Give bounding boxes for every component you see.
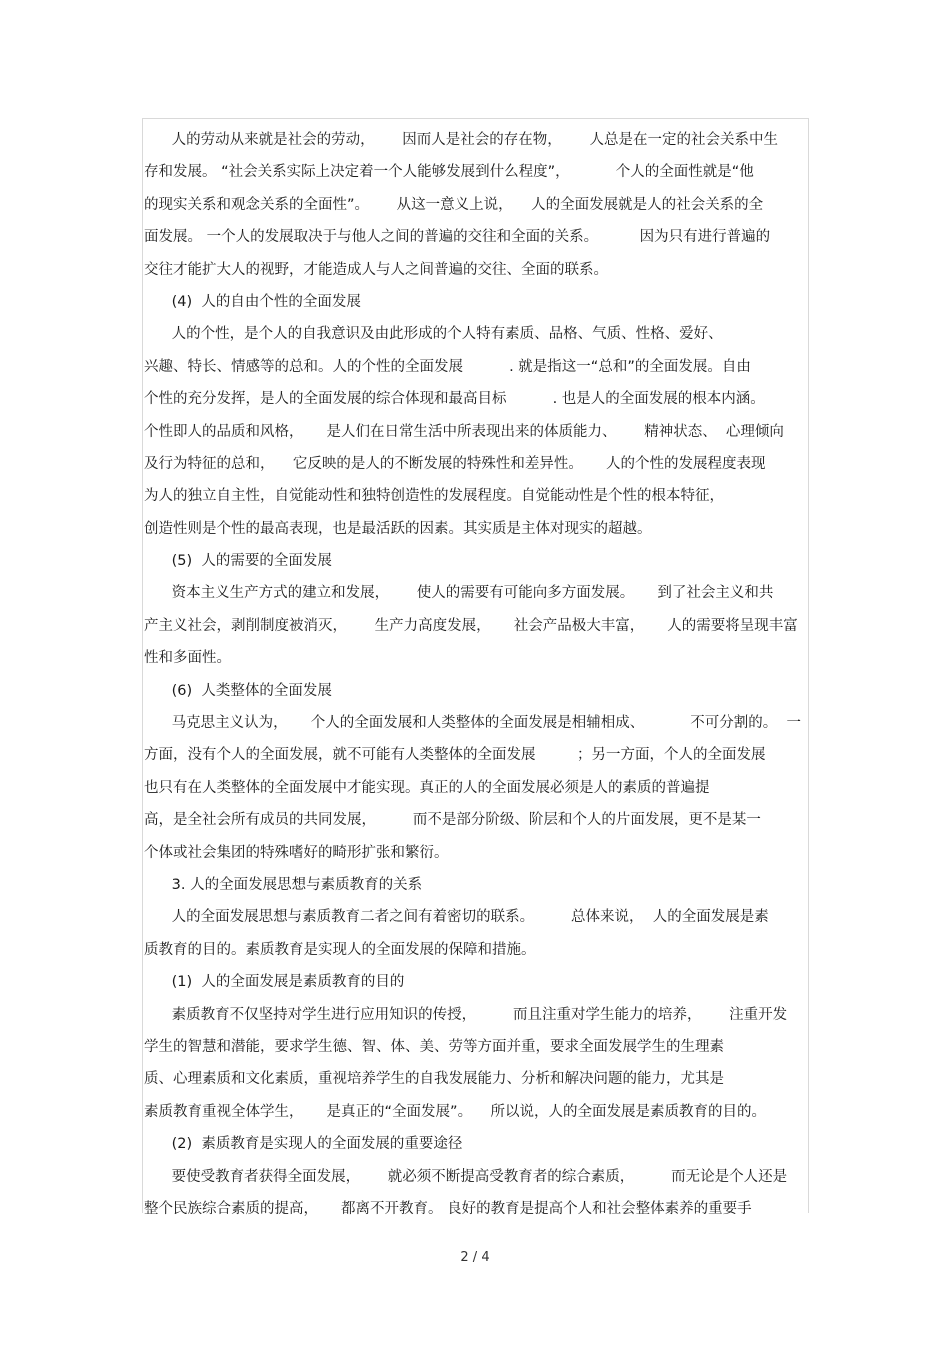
text-line: (5) 人的需要的全面发展 [144, 553, 332, 570]
text-line: 学生的智慧和潜能，要求学生德、智、体、美、劳等方面并重，要求全面发展学生的生理素 [144, 1038, 724, 1055]
text-line: 也只有在人类整体的全面发展中才能实现。真正的人的全面发展必须是人的素质的普遍提 [144, 779, 710, 796]
text-line: 个体或社会集团的特殊嗜好的畸形扩张和繁衍。 [144, 844, 449, 861]
text-line: 个性即人的品质和风格， 是人们在日常生活中所表现出来的体质能力、 精神状态、 心理倾向 [144, 423, 784, 440]
text-line: 人的劳动从来就是社会的劳动， 因而人是社会的存在物， 人总是在一定的社会关系中生 [144, 132, 778, 148]
text-line: 方面，没有个人的全面发展，就不可能有人类整体的全面发展 ；另一方面，个人的全面发展 [144, 747, 766, 764]
text-line: 为人的独立自主性，自觉能动性和独特创造性的发展程度。自觉能动性是个性的根本特征， [144, 488, 724, 505]
text-line: 产主义社会，剥削制度被消灭， 生产力高度发展， 社会产品极大丰富， 人的需要将呈现丰富 [144, 617, 798, 634]
text-line: (4) 人的自由个性的全面发展 [144, 293, 361, 310]
text-line: 质教育的目的。素质教育是实现人的全面发展的保障和措施。 [144, 941, 536, 958]
text-line: 高，是全社会所有成员的共同发展， 而不是部分阶级、阶层和个人的片面发展，更不是某一 [144, 812, 761, 829]
text-line: 质、心理素质和文化素质，重视培养学生的自我发展能力、分析和解决问题的能力，尤其是 [144, 1071, 724, 1088]
text-line: 面发展。 一个人的发展取决于与他人之间的普遍的交往和全面的关系。 因为只有进行普遍的 [144, 229, 771, 246]
text-line: 性和多面性。 [144, 650, 231, 667]
text-line: 资本主义生产方式的建立和发展， 使人的需要有可能向多方面发展。 到了社会主义和共 [144, 585, 774, 602]
text-line: 整个民族综合素质的提高， 都离不开教育。 良好的教育是提高个人和社会整体素养的重要手 [144, 1200, 752, 1217]
text-line: 人的个性，是个人的自我意识及由此形成的个人特有素质、品格、气质、性格、爱好、 [144, 326, 723, 343]
text-line: 的现实关系和观念关系的全面性”。 从这一意义上说， 人的全面发展就是人的社会关系的全 [144, 196, 764, 213]
document-body [144, 124, 806, 1225]
text-line: 及行为特征的总和， 它反映的是人的不断发展的特殊性和差异性。 人的个性的发展程度表现 [144, 455, 766, 472]
text-line: 个性的充分发挥，是人的全面发展的综合体现和最高目标 . 也是人的全面发展的根本内涵。 [144, 391, 765, 408]
page-number: 2 / 4 [460, 1250, 490, 1265]
text-line: 3. 人的全面发展思想与素质教育的关系 [144, 876, 423, 893]
text-line: 要使受教育者获得全面发展， 就必须不断提高受教育者的综合素质， 而无论是个人还是 [144, 1168, 788, 1185]
text-line: 素质教育不仅坚持对学生进行应用知识的传授， 而且注重对学生能力的培养， 注重开发 [144, 1006, 788, 1023]
text-line: 兴趣、特长、情感等的总和。人的个性的全面发展 . 就是指这一“总和”的全面发展。自由 [144, 358, 751, 375]
text-line: (6) 人类整体的全面发展 [144, 682, 332, 699]
text-line: (2) 素质教育是实现人的全面发展的重要途径 [144, 1136, 463, 1153]
text-line: 存和发展。 “社会关系实际上决定着一个人能够发展到什么程度”， 个人的全面性就是“他 [144, 164, 754, 181]
text-line: (1) 人的全面发展是素质教育的目的 [144, 974, 405, 991]
text-line: 素质教育重视全体学生， 是真正的“全面发展”。 所以说，人的全面发展是素质教育的目的。 [144, 1103, 767, 1120]
text-line: 创造性则是个性的最高表现，也是最活跃的因素。其实质是主体对现实的超越。 [144, 520, 652, 537]
text-line: 人的全面发展思想与素质教育二者之间有着密切的联系。 总体来说， 人的全面发展是素 [144, 909, 769, 926]
text-line: 马克思主义认为， 个人的全面发展和人类整体的全面发展是相辅相成、 不可分割的。 一 [144, 715, 802, 732]
text-line: 交往才能扩大人的视野，才能造成人与人之间普遍的交往、全面的联系。 [144, 261, 608, 278]
